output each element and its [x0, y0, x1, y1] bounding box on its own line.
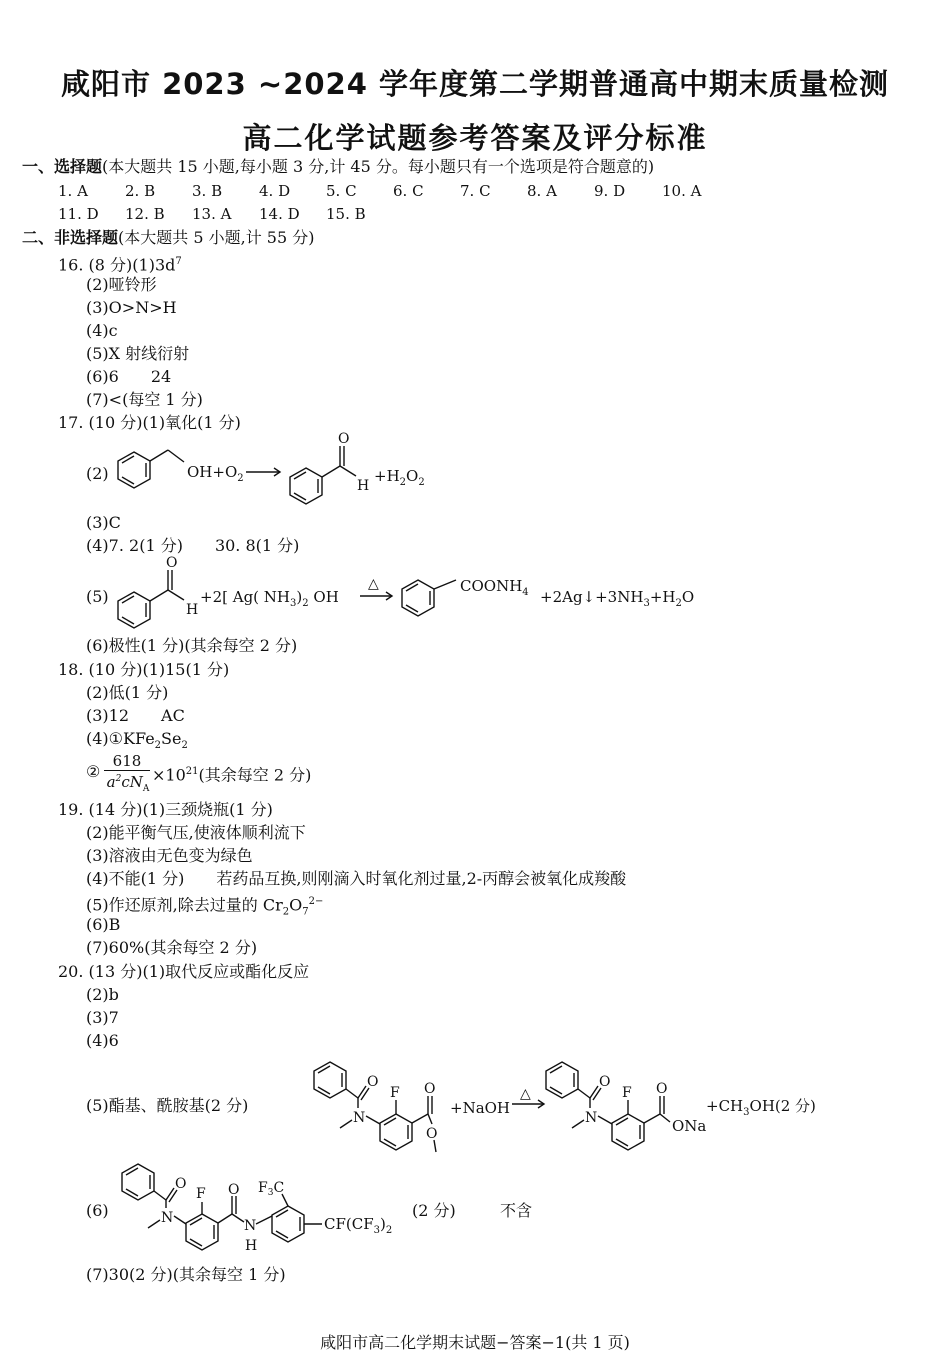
q16-part7: (7)<(每空 1 分) — [86, 390, 203, 409]
benzene-ring — [272, 1206, 304, 1242]
atom-label: O — [367, 1074, 379, 1090]
q19-part7: (7)60%(其余每空 2 分) — [86, 938, 258, 957]
atom-label: N — [353, 1110, 366, 1126]
atom-label: $F_3C$ — [258, 1180, 285, 1198]
q16-sup: 7 — [175, 256, 182, 267]
q18-part4-text: (4)①KFe — [86, 729, 155, 748]
q18-tail-exp: 21 — [185, 766, 199, 777]
aldehyde-bond — [322, 466, 340, 477]
q19-part5: (5)作还原剂,除去过量的 $Cr_2O_7^{2-}$ — [86, 895, 324, 918]
benzene-ring — [314, 1062, 346, 1098]
atom-label: N — [585, 1110, 598, 1126]
q17-tollens-reagent: +2[ Ag( $NH_3)_2$ OH — [200, 588, 339, 609]
mc-answer: 4. D — [259, 182, 291, 200]
q19-part2: (2)能平衡气压,使液体顺利流下 — [86, 823, 306, 842]
mc-answer: 12. B — [125, 205, 165, 223]
q16-part2: (2)哑铃形 — [86, 275, 157, 294]
q20-part4: (4)6 — [86, 1031, 119, 1050]
mc-answer: 15. B — [326, 205, 366, 223]
mc-answer: 14. D — [259, 205, 300, 223]
q20-head: 20. (13 分)(1)取代反应或酯化反应 — [58, 962, 310, 981]
q20-part7: (7)30(2 分)(其余每空 1 分) — [86, 1265, 286, 1284]
q16-part4: (4)c — [86, 321, 118, 340]
q17-part3: (3)C — [86, 513, 121, 532]
q17-part2-label: (2) — [86, 464, 109, 483]
condition-label: △ — [368, 576, 379, 592]
q19-head: 19. (14 分)(1)三颈烧瓶(1 分) — [58, 800, 273, 819]
q17-part5-label: (5) — [86, 587, 109, 606]
mc-answer: 1. A — [58, 182, 88, 200]
q18-part3: (3)12 AC — [86, 706, 185, 725]
atom-label: O — [338, 431, 350, 447]
section-2-heading — [22, 228, 314, 248]
q19-part5-charge: 2− — [308, 896, 324, 907]
q18-fraction-denominator: $a^2cN_A$ — [106, 773, 150, 794]
mc-answer: 6. C — [393, 182, 424, 200]
q20-cf-end: ) — [380, 1215, 386, 1233]
q16-head — [58, 252, 182, 275]
atom-label: F — [390, 1085, 400, 1101]
section-1-heading — [22, 157, 654, 177]
q18-tail-note: (其余每空 2 分) — [198, 765, 312, 785]
q18-den-cn: cN — [121, 773, 143, 791]
atom-label: O — [166, 555, 178, 571]
q17-part4: (4)7. 2(1 分) 30. 8(1 分) — [86, 536, 300, 555]
section-1-label: 一、选择题 — [22, 157, 103, 176]
mc-answer: 3. B — [192, 182, 223, 200]
q17-product-h2o2: $+H_2O_2$ — [374, 467, 425, 488]
mc-answer: 11. D — [58, 205, 99, 223]
q20-naoh: +NaOH — [450, 1099, 511, 1117]
benzene-ring — [546, 1062, 578, 1098]
atom-label: O — [599, 1074, 611, 1090]
atom-label: H — [186, 602, 199, 618]
q18-tail-text: ×10 — [152, 765, 186, 785]
q19-part3: (3)溶液由无色变为绿色 — [86, 846, 253, 865]
mc-answer: 7. C — [460, 182, 491, 200]
ch2-bond — [150, 450, 168, 461]
q20-part6-structure — [112, 1156, 422, 1256]
q19-part5-text: (5)作还原剂,除去过量的 Cr — [86, 895, 283, 915]
q20-methanol: $+CH_3OH(2$ 分) — [706, 1097, 816, 1118]
q18-head: 18. (10 分)(1)15(1 分) — [58, 660, 230, 679]
mc-answer: 8. A — [527, 182, 557, 200]
mc-answer: 2. B — [125, 182, 156, 200]
q20-part6-label: (6) — [86, 1201, 109, 1220]
q20-methanol-tail: OH(2 分) — [749, 1097, 816, 1115]
atom-label: O — [656, 1081, 668, 1097]
benzene-ring — [380, 1114, 412, 1150]
mc-answer: 10. A — [662, 182, 702, 200]
q17-tollens-end: ) — [296, 588, 303, 606]
title-line-1: 咸阳市 2023 ~2024 学年度第二学期普通高中期末质量检测 — [60, 67, 889, 101]
q17-tollens-text: +2[ Ag( NH — [200, 588, 290, 606]
mc-answer: 9. D — [594, 182, 626, 200]
q16-part6: (6)6 24 — [86, 367, 172, 386]
q17-byproduct-h: +H — [649, 588, 676, 606]
section-1-desc: (本大题共 15 小题,每小题 3 分,计 45 分。每小题只有一个选项是符合题意的) — [102, 157, 655, 176]
benzene-ring — [290, 468, 322, 504]
atom-label: F — [196, 1186, 206, 1202]
atom-label: H — [245, 1238, 258, 1254]
q18-part4-se: Se — [161, 729, 182, 748]
q18-den-a: a — [106, 773, 116, 791]
q17-byproduct-text: +2Ag↓+3NH — [540, 588, 644, 606]
atom-label: O — [228, 1182, 240, 1198]
q17-byproducts: $+2Ag↓+3NH_3+H_2O$ — [540, 588, 695, 609]
atom-label: N — [161, 1210, 174, 1226]
q17-product-text: +H — [374, 467, 400, 485]
benzene-ring — [612, 1114, 644, 1150]
q18-den-sub: A — [142, 784, 150, 794]
q17-byproduct-o: O — [681, 588, 695, 606]
benzene-ring — [186, 1214, 218, 1250]
atom-label: O — [424, 1081, 436, 1097]
q19-part6: (6)B — [86, 915, 121, 934]
section-2-desc: (本大题共 5 小题,计 55 分) — [118, 228, 315, 247]
benzene-ring — [118, 452, 150, 488]
atom-label: H — [357, 478, 370, 494]
q20-cf-text: CF(CF — [324, 1215, 374, 1233]
q18-part4: $(4)①KFe_2Se_2$ — [86, 729, 188, 752]
mc-answer: 5. C — [326, 182, 357, 200]
q17-reagent-text: OH+O — [187, 463, 238, 481]
atom-label: N — [244, 1218, 257, 1234]
q19-part4: (4)不能(1 分) 若药品互换,则刚滴入时氧化剂过量,2-丙醇会被氧化成羧酸 — [86, 869, 627, 888]
benzene-ring — [402, 580, 434, 616]
section-2-label: 二、非选择题 — [22, 228, 119, 247]
atom-label: O — [426, 1126, 438, 1142]
atom-label: O — [175, 1176, 187, 1192]
condition-label: △ — [520, 1086, 531, 1102]
q17-part6: (6)极性(1 分)(其余每空 2 分) — [86, 636, 298, 655]
q16-part5: (5)X 射线衍射 — [86, 344, 190, 363]
q18-fraction-numerator: 618 — [104, 752, 150, 771]
q17-tollens-oh: OH — [313, 588, 339, 606]
q17-product-salt: $COONH_4$ — [460, 577, 529, 598]
q20-part6-points: (2 分) — [412, 1201, 456, 1220]
q20-part3: (3)7 — [86, 1008, 119, 1027]
q20-ona: ONa — [672, 1117, 707, 1135]
q20-part2: (2)b — [86, 985, 119, 1004]
title-line-2: 高二化学试题参考答案及评分标准 — [242, 121, 708, 155]
mc-answer: 13. A — [192, 205, 232, 223]
q17-reagent: $OH+O_2$ — [187, 463, 244, 484]
q18-part2: (2)低(1 分) — [86, 683, 169, 702]
q17-salt-text: COONH — [460, 577, 523, 595]
page-footer: 咸阳市高二化学期末试题−答案−1(共 1 页) — [320, 1333, 630, 1352]
atom-label: F — [622, 1085, 632, 1101]
q20-part6-answer: 不含 — [500, 1201, 533, 1220]
q20-cf-group: $CF(CF_3)_2$ — [324, 1215, 393, 1236]
q18-part4b-label: ② — [86, 762, 101, 781]
q16-part3: (3)O>N>H — [86, 298, 177, 317]
benzene-ring — [118, 592, 150, 628]
q18-part4b-tail — [152, 762, 311, 785]
benzene-ring — [122, 1164, 154, 1200]
q20-part5: (5)酯基、酰胺基(2 分) — [86, 1096, 249, 1115]
q20-methanol-text: +CH — [706, 1097, 744, 1115]
q19-part5-o: O — [289, 895, 303, 915]
q16-head-text: 16. (8 分)(1)3d — [58, 255, 176, 275]
q17-head: 17. (10 分)(1)氧化(1 分) — [58, 413, 241, 432]
